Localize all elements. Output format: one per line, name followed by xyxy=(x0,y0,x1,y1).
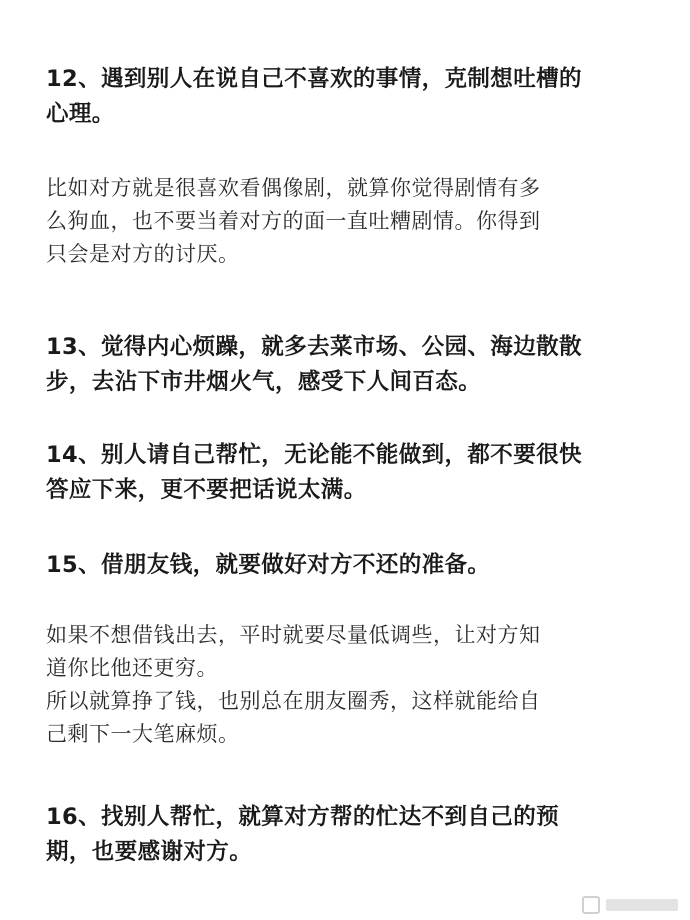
title-line: 心理。 xyxy=(46,101,115,127)
title-line: 14、别人请自己帮忙，无论能不能做到，都不要很快 xyxy=(46,442,582,468)
section-title xyxy=(46,800,559,870)
paragraph-line: 所以就算挣了钱，也别总在朋友圈秀，这样就能给自 xyxy=(46,689,541,713)
section-15 xyxy=(46,548,490,583)
paragraph-line: 如果不想借钱出去，平时就要尽量低调些，让对方知 xyxy=(46,623,541,647)
watermark-logo-icon xyxy=(582,896,600,914)
title-line: 步，去沾下市井烟火气，感受下人间百态。 xyxy=(46,369,482,395)
section-15-paragraph xyxy=(46,619,541,751)
section-title xyxy=(46,548,490,583)
paragraph-line: 道你比他还更穷。 xyxy=(46,656,218,680)
title-line: 期，也要感谢对方。 xyxy=(46,839,253,865)
section-16 xyxy=(46,800,559,870)
paragraph-line: 只会是对方的讨厌。 xyxy=(46,242,240,266)
section-title xyxy=(46,330,582,400)
paragraph-line: 比如对方就是很喜欢看偶像剧，就算你觉得剧情有多 xyxy=(46,176,541,200)
watermark-blurred-text xyxy=(606,899,678,911)
title-line: 15、借朋友钱，就要做好对方不还的准备。 xyxy=(46,552,491,578)
title-line: 16、找别人帮忙，就算对方帮的忙达不到自己的预 xyxy=(46,804,560,830)
section-title xyxy=(46,62,582,132)
section-14 xyxy=(46,438,582,508)
section-12 xyxy=(46,62,582,132)
section-12-paragraph xyxy=(46,172,541,271)
title-line: 13、觉得内心烦躁，就多去菜市场、公园、海边散散 xyxy=(46,334,582,360)
section-title xyxy=(46,438,582,508)
section-13 xyxy=(46,330,582,400)
paragraph-line: 么狗血，也不要当着对方的面一直吐糟剧情。你得到 xyxy=(46,209,541,233)
paragraph-line: 己剩下一大笔麻烦。 xyxy=(46,722,240,746)
paragraph xyxy=(46,172,541,271)
paragraph xyxy=(46,619,541,751)
watermark xyxy=(582,896,678,914)
title-line: 12、遇到别人在说自己不喜欢的事情，克制想吐槽的 xyxy=(46,66,582,92)
title-line: 答应下来，更不要把话说太满。 xyxy=(46,477,367,503)
